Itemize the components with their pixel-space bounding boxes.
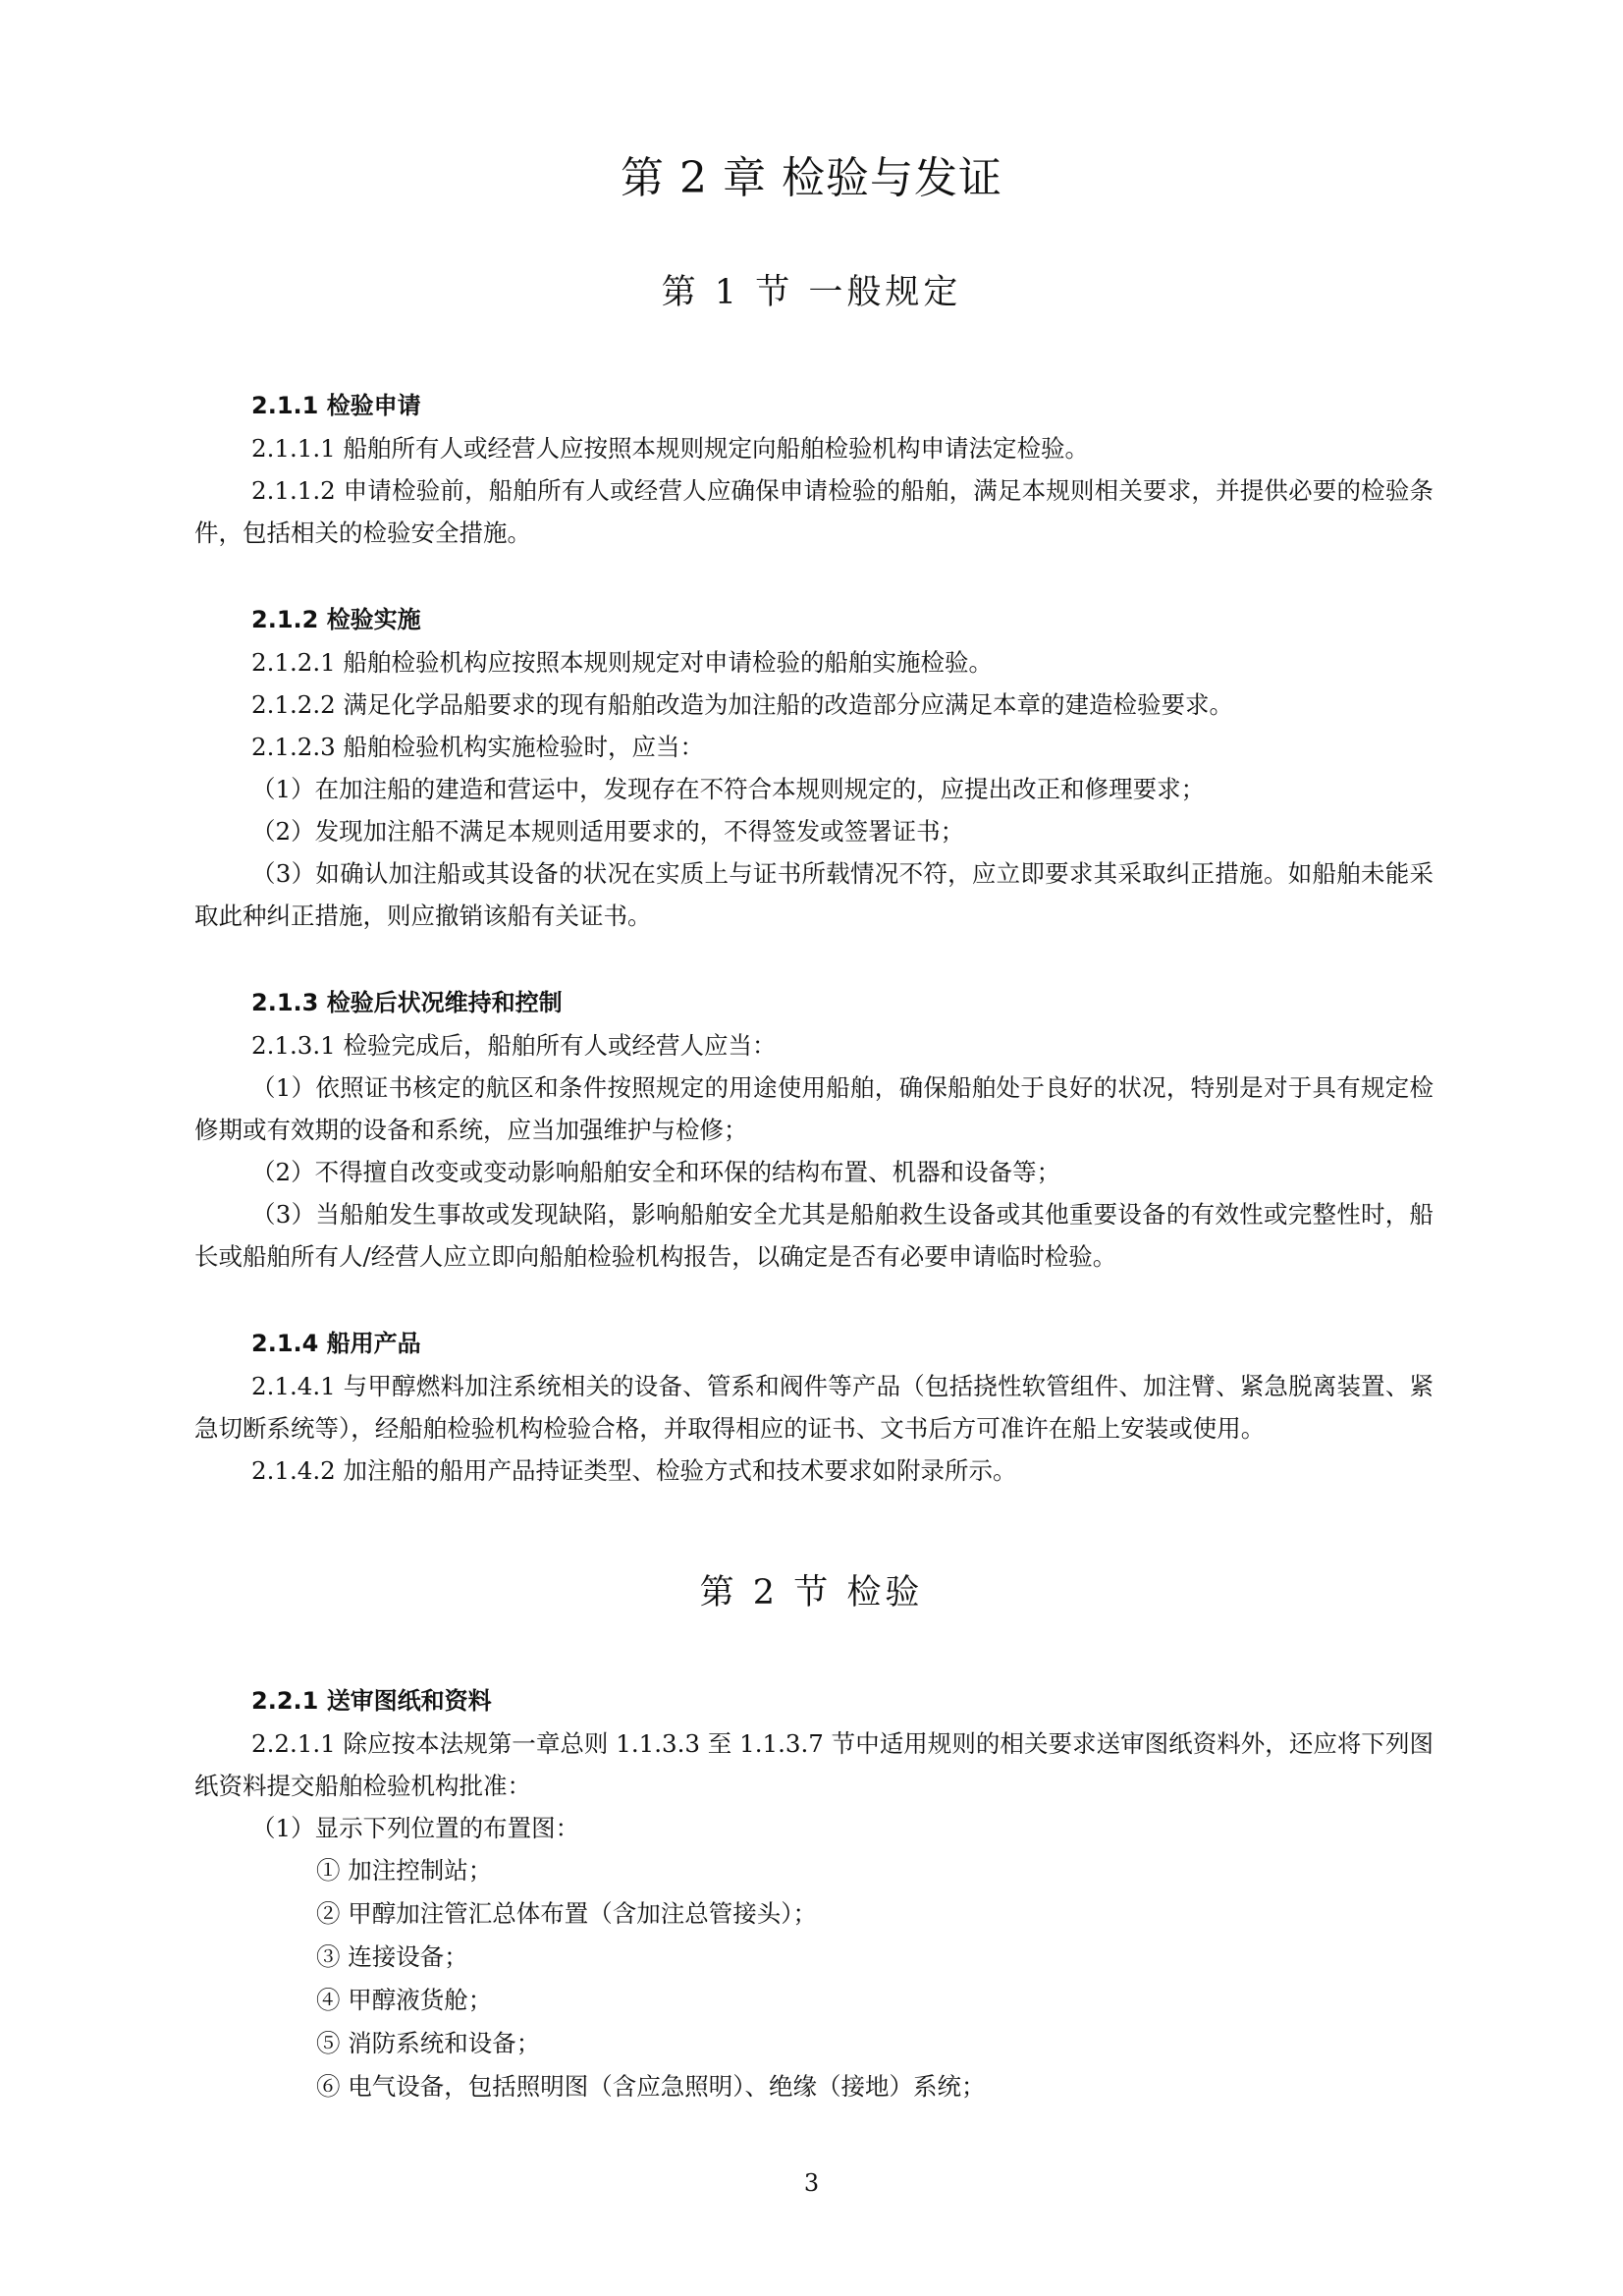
- list-item: （2）不得擅自改变或变动影响船舶安全和环保的结构布置、机器和设备等；: [251, 1158, 1061, 1186]
- sub-list-item: ④ 甲醇液货舱；: [316, 1986, 493, 2014]
- list-item: （1）在加注船的建造和营运中，发现存在不符合本规则规定的，应提出改正和修理要求；: [251, 775, 1206, 803]
- paragraph-2-1-4-1: 2.1.4.1 与甲醇燃料加注系统相关的设备、管系和阀件等产品（包括挠性软管组件、加注臂、紧急脱离装置、紧急切断系统等），经船舶检验机构检验合格，并取得相应的证书、文书后方可准许在船上安装或使用。: [194, 1372, 1434, 1443]
- paragraph-2-2-1-1: 2.2.1.1 除应按本法规第一章总则 1.1.3.3 至 1.1.3.7 节中适用规则的相关要求送审图纸资料外，还应将下列图纸资料提交船舶检验机构批准：: [194, 1729, 1434, 1800]
- paragraph-2-1-3-1: 2.1.3.1 检验完成后，船舶所有人或经营人应当：: [251, 1031, 777, 1060]
- section-1-body: [194, 385, 1434, 1492]
- sub-list-item: ② 甲醇加注管汇总体布置（含加注总管接头）；: [316, 1899, 818, 1928]
- subsection-2-2-1-heading: 2.2.1 送审图纸和资料: [251, 1687, 492, 1715]
- subsection-2-1-3-heading: 2.1.3 检验后状况维持和控制: [251, 989, 563, 1016]
- list-item: （3）如确认加注船或其设备的状况在实质上与证书所载情况不符，应立即要求其采取纠正措施。如船舶未能采取此种纠正措施，则应撤销该船有关证书。: [194, 859, 1434, 930]
- list-item: （2）发现加注船不满足本规则适用要求的，不得签发或签署证书；: [251, 817, 965, 846]
- paragraph-2-1-1-2: 2.1.1.2 申请检验前，船舶所有人或经营人应确保申请检验的船舶，满足本规则相关要求，并提供必要的检验条件，包括相关的检验安全措施。: [194, 476, 1434, 547]
- paragraph-2-1-2-3: 2.1.2.3 船舶检验机构实施检验时，应当：: [251, 733, 705, 761]
- paragraph-2-1-4-2: 2.1.4.2 加注船的船用产品持证类型、检验方式和技术要求如附录所示。: [251, 1456, 1017, 1485]
- list-item: （1）显示下列位置的布置图：: [251, 1814, 580, 1842]
- sub-list-item: ③ 连接设备；: [316, 1942, 468, 1971]
- spacer: [194, 937, 1434, 982]
- page-number: 3: [803, 2169, 820, 2197]
- list-item: （1）依照证书核定的航区和条件按照规定的用途使用船舶，确保船舶处于良好的状况，特别是对于具有规定检修期或有效期的设备和系统，应当加强维护与检修；: [194, 1073, 1434, 1144]
- spacer: [194, 554, 1434, 599]
- sub-list-item: ⑥ 电气设备，包括照明图（含应急照明）、绝缘（接地）系统；: [316, 2072, 986, 2101]
- paragraph-2-1-2-2: 2.1.2.2 满足化学品船要求的现有船舶改造为加注船的改造部分应满足本章的建造检验要求。: [251, 690, 1233, 719]
- subsection-2-1-1-heading: 2.1.1 检验申请: [251, 392, 421, 419]
- list-item: （3）当船舶发生事故或发现缺陷，影响船舶安全尤其是船舶救生设备或其他重要设备的有效性或完整性时，船长或船舶所有人/经营人应立即向船舶检验机构报告，以确定是否有必要申请临时检验。: [194, 1200, 1434, 1271]
- section-2-title: 第 2 节 检验: [699, 1573, 924, 1613]
- sub-list-item: ① 加注控制站；: [316, 1856, 493, 1885]
- paragraph-2-1-1-1: 2.1.1.1 船舶所有人或经营人应按照本规则规定向船舶检验机构申请法定检验。: [251, 434, 1089, 463]
- spacer: [194, 1278, 1434, 1323]
- paragraph-2-1-2-1: 2.1.2.1 船舶检验机构应按照本规则规定对申请检验的船舶实施检验。: [251, 648, 993, 677]
- subsection-2-1-2-heading: 2.1.2 检验实施: [251, 606, 421, 633]
- chapter-title: 第 2 章 检验与发证: [621, 153, 1002, 203]
- section-1-title: 第 1 节 一般规定: [661, 273, 962, 312]
- section-2-body: [194, 1680, 1434, 2108]
- sub-list-item: ⑤ 消防系统和设备；: [316, 2029, 541, 2057]
- subsection-2-1-4-heading: 2.1.4 船用产品: [251, 1330, 421, 1357]
